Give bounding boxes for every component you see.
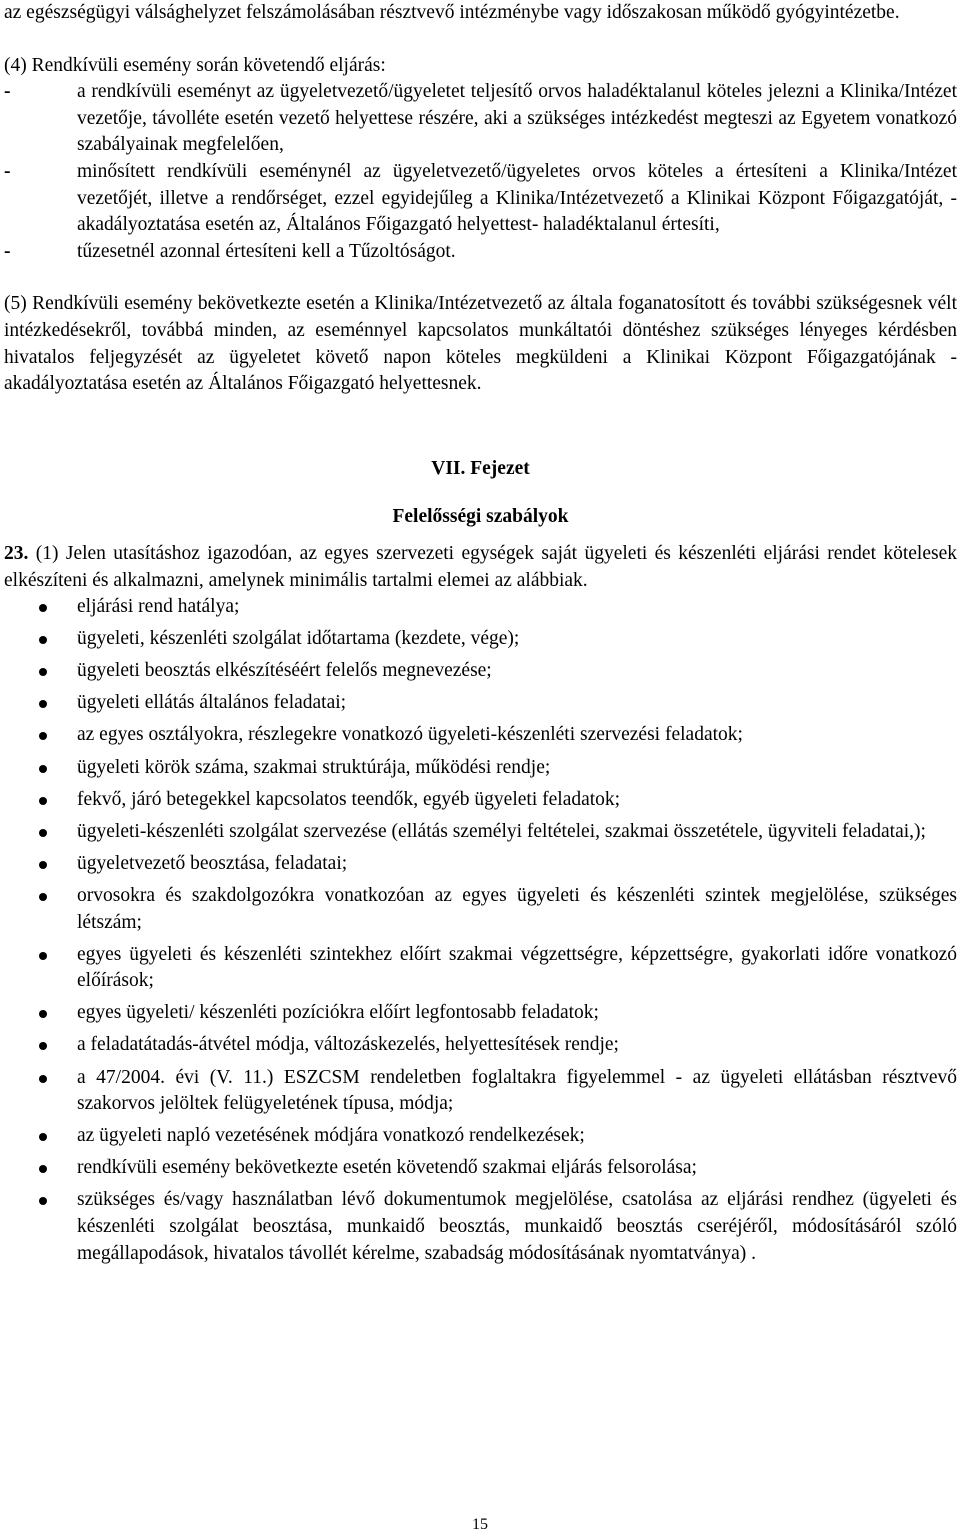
bullet-dot-icon (39, 893, 47, 901)
dash-list-item (4, 159, 957, 239)
page-number: 15 (472, 1516, 488, 1533)
bullet-item-text: ügyeleti körök száma, szakmai struktúrája, működési rendje; (77, 756, 551, 778)
bullet-item-text: ügyeleti beosztás elkészítéséért felelős megnevezése; (77, 660, 492, 682)
bullet-list-item (4, 942, 957, 995)
dash-marker: - (4, 240, 11, 262)
bullet-list-item (4, 819, 957, 846)
bullet-list-item (4, 851, 957, 878)
bullet-dot-icon (39, 668, 47, 676)
chapter-subtitle: Felelősségi szabályok (392, 506, 569, 528)
paragraph-4-list (4, 79, 957, 265)
spacer (4, 398, 957, 456)
bullet-list-item (4, 594, 957, 621)
bullet-list-item (4, 1065, 957, 1118)
dash-item-text: tűzesetnél azonnal értesíteni kell a Tűzoltóságot. (77, 240, 456, 262)
dash-item-text: a rendkívüli eseményt az ügyeletvezető/ügyeletet teljesítő orvos haladéktalanul köteles jelezni a Klinika/Intézet vezetője, távolléte esetén vezető helyettese részére, aki a szükséges intézkedést megteszi az Egyetem vonatkozó szabályainak megfelelően, (77, 81, 957, 156)
bullet-item-text: ügyeleti-készenléti szolgálat szervezése (ellátás személyi feltételei, szakmai összetétele, ügyviteli feladatai,); (77, 820, 926, 842)
bullet-list-item (4, 722, 957, 749)
bullet-dot-icon (39, 732, 47, 740)
bullet-dot-icon (39, 1042, 47, 1050)
bullet-list-item (4, 1123, 957, 1150)
bullet-dot-icon (39, 1075, 47, 1083)
spacer (4, 265, 957, 291)
dash-list-item (4, 239, 957, 266)
bullet-dot-icon (39, 1165, 47, 1173)
dash-marker: - (4, 81, 11, 103)
bullet-list-item (4, 658, 957, 685)
bullet-dot-icon (39, 1197, 47, 1205)
paragraph-5: (5) Rendkívüli esemény bekövetkezte esetén a Klinika/Intézetvezető az általa foganatosított és további szükségesnek vélt intézkedésekről, továbbá minden, az eseménnyel kapcsolatos munkáltatói döntéshez szükséges lényeges kérdésben hivatalos feljegyzését az ügyeletet követő napon köteles megküldeni a Klinikai Központ Főigazgatójának - akadályoztatása esetén az Általános Főigazgató helyettesnek. (4, 293, 957, 395)
bullet-list-item (4, 1032, 957, 1059)
bullet-dot-icon (39, 1010, 47, 1018)
bullet-item-text: a 47/2004. évi (V. 11.) ESZCSM rendeletben foglaltakra figyelemmel - az ügyeleti ellátásban résztvevő szakorvos jelöltek felügyeletének típusa, módja; (77, 1066, 957, 1115)
bullet-item-text: ügyeleti ellátás általános feladatai; (77, 692, 347, 714)
spacer (4, 27, 957, 53)
bullet-item-text: az ügyeleti napló vezetésének módjára vonatkozó rendelkezések; (77, 1125, 585, 1147)
bullet-item-text: egyes ügyeleti és készenléti szintekhez előírt szakmai végzettségre, képzettségre, gyakorlati időre vonatkozó előírások; (77, 943, 957, 992)
bullet-item-text: az egyes osztályokra, részlegekre vonatkozó ügyeleti-készenléti szervezési feladatok; (77, 724, 743, 746)
paragraph-4-heading: (4) Rendkívüli esemény során követendő eljárás: (4, 54, 386, 76)
bullet-item-text: egyes ügyeleti/ készenléti pozíciókra előírt legfontosabb feladatok; (77, 1002, 599, 1024)
bullet-list-item (4, 883, 957, 936)
bullet-dot-icon (39, 765, 47, 773)
section-number: 23. (4, 542, 29, 564)
bullet-item-text: ügyeleti, készenléti szolgálat időtartama (kezdete, vége); (77, 628, 520, 650)
section-23-intro-text: (1) Jelen utasításhoz igazodóan, az egyes szervezeti egységek saját ügyeleti és készenléti eljárási rendet kötelesek elkészíteni és alkalmazni, amelynek minimális tartalmi elemei az alábbiak. (4, 542, 957, 591)
bullet-item-text: rendkívüli esemény bekövetkezte esetén követendő szakmai eljárás felsorolása; (77, 1157, 697, 1179)
section-23-list (4, 594, 957, 1267)
bullet-dot-icon (39, 829, 47, 837)
bullet-list-item (4, 1000, 957, 1027)
bullet-dot-icon (39, 797, 47, 805)
bullet-list-item (4, 755, 957, 782)
continuation-paragraph: az egészségügyi válsághelyzet felszámolásában résztvevő intézménybe vagy időszakosan működő gyógyintézetbe. (4, 2, 900, 23)
chapter-title: VII. Fejezet (431, 457, 530, 479)
bullet-list-item (4, 626, 957, 653)
bullet-dot-icon (39, 861, 47, 869)
bullet-list-item (4, 787, 957, 814)
bullet-item-text: ügyeletvezető beosztása, feladatai; (77, 852, 348, 874)
bullet-item-text: szükséges és/vagy használatban lévő dokumentumok megjelölése, csatolása az eljárási rendhez (ügyeleti és készenléti szolgálat beosztása, munkaidő beosztás, munkaidő beosztás cseréjéről, módosításáról szóló megállapodások, hivatalos távollét kérelme, szabadság módosításának nyomtatványa) . (77, 1189, 957, 1264)
dash-list-item (4, 79, 957, 159)
bullet-dot-icon (39, 636, 47, 644)
bullet-item-text: orvosokra és szakdolgozókra vonatkozóan az egyes ügyeleti és készenléti szintek megjelölése, szükséges létszám; (77, 884, 957, 933)
bullet-item-text: fekvő, járó betegekkel kapcsolatos teendők, egyéb ügyeleti feladatok; (77, 788, 621, 810)
bullet-list-item (4, 690, 957, 717)
dash-marker: - (4, 160, 11, 182)
dash-item-text: minősített rendkívüli eseménynél az ügyeletvezető/ügyeletes orvos köteles a értesíteni a Klinika/Intézet vezetőjét, illetve a rendőrséget, ezzel egyidejűleg a Klinika/Intézetvezető a Klinikai Központ Főigazgatóját, - akadályoztatása esetén az, Általános Főigazgató helyettest- haladéktalanul értesíti, (77, 160, 957, 236)
bullet-dot-icon (39, 700, 47, 708)
bullet-item-text: eljárási rend hatálya; (77, 596, 240, 618)
bullet-list-item (4, 1155, 957, 1182)
bullet-dot-icon (39, 604, 47, 612)
section-23-intro (4, 541, 957, 594)
document-body (4, 0, 957, 1273)
bullet-dot-icon (39, 952, 47, 960)
bullet-list-item (4, 1187, 957, 1267)
bullet-dot-icon (39, 1133, 47, 1141)
bullet-item-text: a feladatátadás-átvétel módja, változáskezelés, helyettesítések rendje; (77, 1034, 619, 1056)
